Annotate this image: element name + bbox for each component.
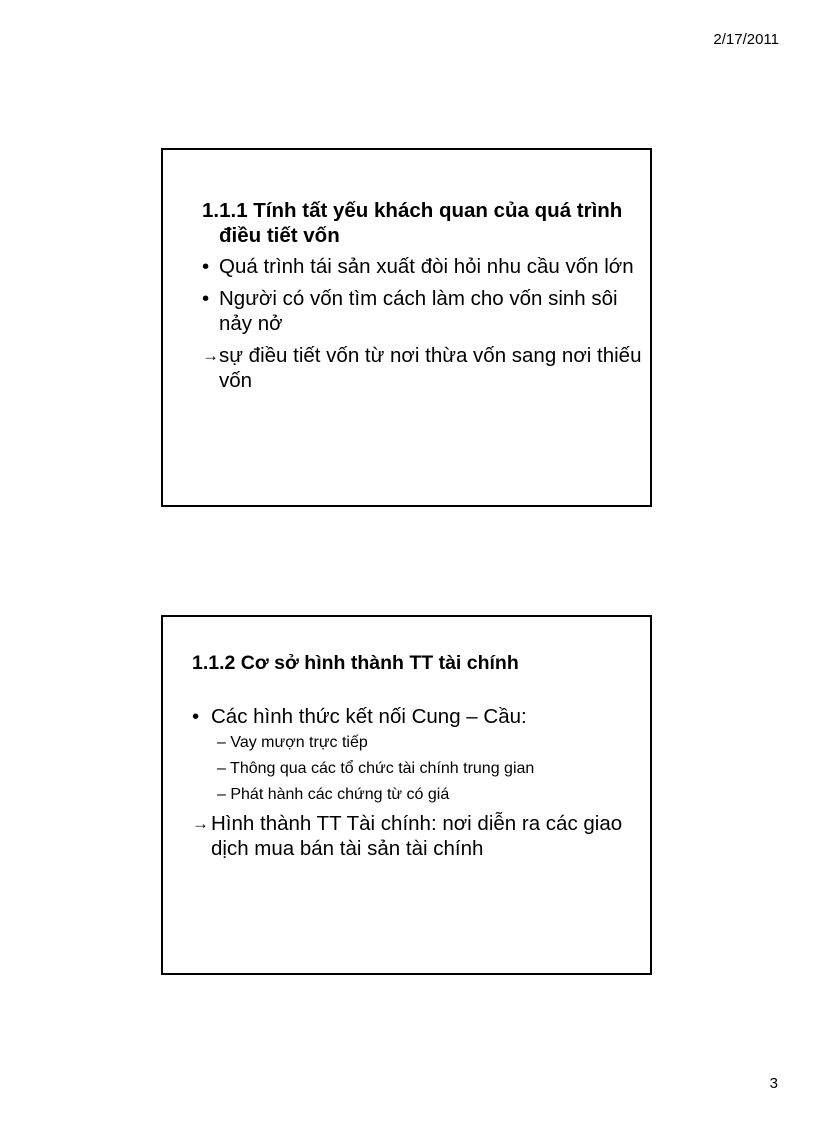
bullet-icon: • (202, 287, 210, 310)
sub-list-item: – Thông qua các tổ chức tài chính trung gian (217, 760, 535, 777)
list-item (202, 254, 642, 279)
bullet-line (192, 704, 632, 729)
arrow-right-icon: → (192, 814, 209, 833)
list-item-text: Người có vốn tìm cách làm cho vốn sinh sôi nảy nở (219, 287, 618, 335)
sub-list (192, 733, 632, 805)
arrow-right-icon: → (202, 346, 219, 365)
slide-2-list (192, 704, 632, 861)
list-item-text: Các hình thức kết nối Cung – Cầu: (211, 705, 527, 728)
list-item (202, 286, 642, 336)
slide-1 (161, 148, 652, 507)
conclusion-text: Hình thành TT Tài chính: nơi diễn ra các giao dịch mua bán tài sản tài chính (211, 812, 623, 860)
sub-list-item: – Phát hành các chứng từ có giá (217, 786, 450, 803)
conclusion-item (192, 811, 632, 861)
slide-1-list (202, 254, 642, 400)
page-number: 3 (769, 1075, 778, 1092)
conclusion-text: sự điều tiết vốn từ nơi thừa vốn sang nơi thiếu vốn (219, 344, 642, 392)
page-date: 2/17/2011 (713, 31, 779, 48)
list-item-text: Quá trình tái sản xuất đòi hỏi nhu cầu vốn lớn (219, 255, 634, 278)
conclusion-item (202, 343, 642, 393)
sub-list-item: – Vay mượn trực tiếp (217, 734, 368, 751)
list-item (192, 704, 632, 805)
bullet-icon: • (192, 705, 200, 728)
bullet-icon: • (202, 255, 210, 278)
slide-2-title: 1.1.2 Cơ sở hình thành TT tài chính (192, 652, 519, 674)
slide-2 (161, 615, 652, 975)
slide-1-title: 1.1.1 Tính tất yếu khách quan của quá trình điều tiết vốn (202, 199, 623, 247)
